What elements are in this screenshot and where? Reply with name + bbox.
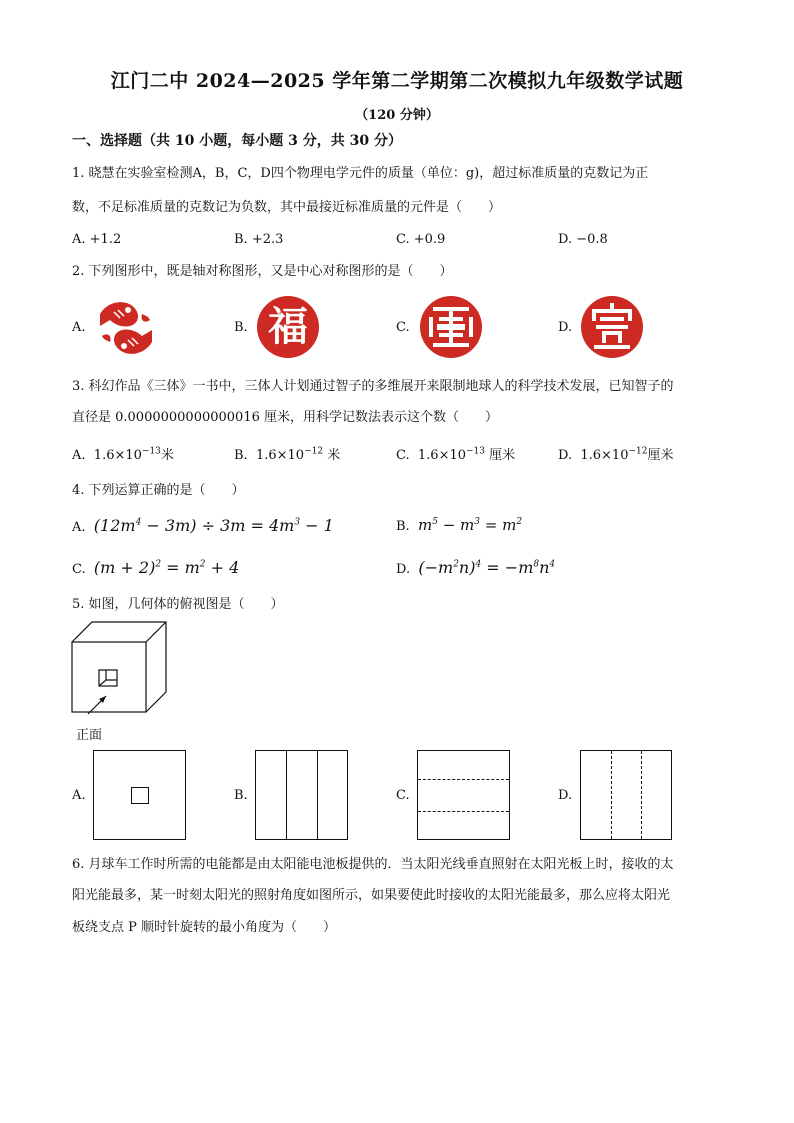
q4-option-c-formula: $(m + 2)^2 = m^2 + 4$ — [93, 558, 240, 577]
q6-line1: 6. 月球车工作时所需的电能都是由太阳能电池板提供的．当太阳光线垂直照射在太阳光板上时，接收的太 — [72, 857, 674, 872]
q2-text: 2. 下列图形中，既是轴对称图形，又是中心对称图形的是（ ） — [72, 264, 453, 279]
q3-option-b-exp: −12 — [304, 446, 324, 457]
q4-option-d — [396, 558, 555, 577]
q5-option-d-dash-1 — [611, 751, 612, 839]
q3-option-b-label: B. — [234, 448, 248, 463]
q3-option-c-unit: 厘米 — [489, 448, 516, 463]
q3-option-c — [396, 444, 515, 463]
q3-option-d-unit: 厘米 — [647, 448, 674, 463]
page-title: 江门二中 2024—2025 学年第二学期第二次模拟九年级数学试题 — [110, 70, 684, 92]
q1-option-a: A. +1.2 — [72, 232, 122, 247]
q3-option-d-base: 1.6×10 — [580, 448, 629, 463]
q5-option-b-view — [255, 750, 348, 840]
q5-option-d-view — [580, 750, 672, 840]
q4-option-b-formula: $m^5 - m^3 = m^2$ — [417, 516, 523, 534]
section-heading: 一、选择题（共 10 小题，每小题 3 分，共 30 分） — [72, 133, 402, 149]
q4-option-d-formula: $(-m^2n)^4 = -m^8n^4$ — [418, 558, 556, 577]
q5-option-b-line-2 — [317, 751, 318, 839]
q4-option-c — [72, 558, 239, 577]
q3-line2: 直径是 0.0000000000000016 厘米，用科学记数法表示这个数（ ） — [72, 410, 499, 425]
q5-option-d-dash-2 — [641, 751, 642, 839]
paper-cut-fish-icon — [94, 296, 158, 360]
q3-option-a-exp: −13 — [141, 446, 161, 457]
q5-option-a-view — [93, 750, 186, 840]
exam-duration: （120 分钟） — [355, 108, 439, 123]
q2-label-d: D. — [558, 320, 573, 335]
q4-text: 4. 下列运算正确的是（ ） — [72, 483, 245, 498]
q2-label-a: A. — [72, 320, 86, 335]
q4-option-c-label: C. — [72, 562, 86, 577]
q3-option-b-unit: 米 — [327, 448, 341, 463]
q5-option-a-hole — [131, 787, 149, 804]
symmetric-seal-icon — [419, 295, 483, 359]
q1-line1: 1. 晓慧在实验室检测A，B，C，D四个物理电学元件的质量（单位：g)，超过标准质量的克数记为正 — [72, 166, 649, 181]
q3-option-c-base: 1.6×10 — [417, 448, 466, 463]
q4-option-b-label: B. — [396, 519, 410, 534]
q5-label-d: D. — [558, 788, 573, 803]
q4-option-d-label: D. — [396, 562, 411, 577]
q2-label-b: B. — [234, 320, 248, 335]
q3-option-b-base: 1.6×10 — [255, 448, 305, 463]
q5-option-c-view — [417, 750, 510, 840]
q1-option-b: B. +2.3 — [234, 232, 284, 247]
q5-label-b: B. — [234, 788, 248, 803]
q3-option-d-label: D. — [558, 448, 573, 463]
fu-seal-glyph: 福 — [268, 304, 308, 350]
fu-seal-icon — [257, 296, 319, 358]
q4-option-a-formula: $(12m^4 - 3m) \div 3m = 4m^3 - 1$ — [93, 516, 334, 535]
q3-line1: 3. 科幻作品《三体》一书中，三体人计划通过智子的多维展开来限制地球人的科学技术发展，已知智子的 — [72, 379, 674, 394]
q3-option-a-label: A. — [72, 448, 86, 463]
q3-option-a — [72, 444, 174, 463]
q4-option-a — [72, 516, 334, 535]
cube-with-hole-figure — [70, 620, 170, 720]
q6-line2: 阳光能最多，某一时刻太阳光的照射角度如图所示，如果要使此时接收的太阳光能最多，那么应将太阳光 — [72, 888, 671, 903]
q5-text: 5. 如图，几何体的俯视图是（ ） — [72, 597, 284, 612]
q4-option-b — [396, 516, 522, 534]
q3-option-a-base: 1.6×10 — [93, 448, 142, 463]
q2-label-c: C. — [396, 320, 410, 335]
seal-icon-d — [580, 295, 644, 359]
q3-option-b — [234, 444, 340, 463]
q5-option-c-dash-1 — [418, 779, 509, 780]
q3-option-a-unit: 米 — [160, 448, 174, 463]
front-view-label: 正面 — [76, 728, 103, 743]
q5-label-a: A. — [72, 788, 86, 803]
q1-option-c: C. +0.9 — [396, 232, 446, 247]
q1-line2: 数，不足标准质量的克数记为负数，其中最接近标准质量的元件是（ ） — [72, 200, 502, 215]
q3-option-d — [558, 444, 673, 463]
q4-option-a-label: A. — [72, 520, 86, 535]
q5-option-c-dash-2 — [418, 811, 509, 812]
q3-option-d-exp: −12 — [628, 446, 648, 457]
q3-option-c-exp: −13 — [466, 446, 485, 457]
q3-option-c-label: C. — [396, 448, 410, 463]
q5-label-c: C. — [396, 788, 410, 803]
q1-option-d: D. −0.8 — [558, 232, 608, 247]
q6-line3: 板绕支点 P 顺时针旋转的最小角度为（ ） — [72, 920, 337, 935]
q5-option-b-line-1 — [286, 751, 287, 839]
